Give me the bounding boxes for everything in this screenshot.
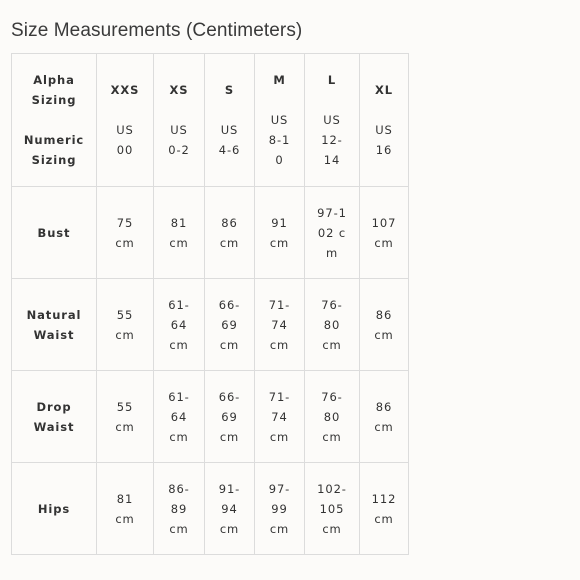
measurement-cell <box>360 371 409 463</box>
measurement-value: 61-64 cm <box>168 297 190 352</box>
header-label-gap <box>16 110 92 130</box>
measurement-cell <box>154 279 205 371</box>
size-header-s <box>205 54 255 187</box>
numeric-size-label: US 8-10 <box>268 113 291 167</box>
numeric-size-label: US 12-14 <box>321 113 343 167</box>
alpha-sizing-label: Alpha Sizing <box>31 73 77 107</box>
size-header-xs <box>154 54 205 187</box>
measurement-cell <box>360 187 409 279</box>
size-header-gap <box>158 100 200 120</box>
measurement-cell <box>97 187 154 279</box>
size-header-gap <box>101 100 149 120</box>
measurement-value: 76-80 cm <box>321 297 343 352</box>
alpha-size-label: S <box>224 83 235 97</box>
alpha-size-label: XS <box>169 83 189 97</box>
measurement-cell <box>305 279 360 371</box>
measurement-row-natural-waist <box>12 279 409 371</box>
alpha-size-label: M <box>273 73 286 87</box>
measurement-cell <box>205 187 255 279</box>
measurement-cell <box>97 463 154 555</box>
size-measurements-table <box>11 53 409 555</box>
measurement-value: 86 cm <box>374 307 394 342</box>
measurement-cell <box>255 371 305 463</box>
measurement-value: 86 cm <box>374 399 394 434</box>
measurement-value: 55 cm <box>115 307 135 342</box>
measurement-cell <box>154 187 205 279</box>
measurement-value: 91 cm <box>269 215 290 250</box>
measurement-value: 66-69 cm <box>218 389 241 444</box>
measurement-value: 81 cm <box>115 491 135 526</box>
measurement-cell <box>154 371 205 463</box>
measurement-value: 55 cm <box>115 399 135 434</box>
header-label-cell <box>12 54 97 187</box>
measurement-cell <box>154 463 205 555</box>
measurement-row-hips <box>12 463 409 555</box>
page-title: Size Measurements (Centimeters) <box>11 20 303 41</box>
measurement-value: 81 cm <box>169 215 189 250</box>
measurement-cell <box>205 463 255 555</box>
measurement-value: 102-105 cm <box>317 481 347 536</box>
measurement-value: 71-74 cm <box>268 297 291 352</box>
alpha-size-label: L <box>327 73 337 87</box>
measurement-cell <box>97 371 154 463</box>
alpha-size-label: XL <box>375 83 393 97</box>
size-header-xl <box>360 54 409 187</box>
measurement-value: 75 cm <box>115 215 135 250</box>
row-label: Hips <box>12 463 97 555</box>
measurement-cell <box>360 463 409 555</box>
measurement-value: 97-99 cm <box>268 481 291 536</box>
numeric-size-label: US 16 <box>375 123 393 157</box>
row-label: Drop Waist <box>12 371 97 463</box>
numeric-size-label: US 00 <box>116 123 134 157</box>
size-header-gap <box>309 90 355 110</box>
size-header-gap <box>364 100 404 120</box>
numeric-sizing-label: Numeric Sizing <box>23 133 85 167</box>
measurement-cell <box>255 187 305 279</box>
measurement-cell <box>360 279 409 371</box>
alpha-size-label: XXS <box>110 83 140 97</box>
header-row <box>12 54 409 187</box>
measurement-cell <box>305 463 360 555</box>
size-header-gap <box>259 90 300 110</box>
measurement-value: 97-102 cm <box>317 205 347 260</box>
measurement-value: 76-80 cm <box>321 389 343 444</box>
measurement-value: 86-89 cm <box>168 481 190 536</box>
measurement-value: 112 cm <box>371 491 397 526</box>
measurement-row-drop-waist <box>12 371 409 463</box>
measurement-value: 66-69 cm <box>218 297 241 352</box>
size-header-xxs <box>97 54 154 187</box>
numeric-size-label: US 0-2 <box>168 123 190 157</box>
measurement-value: 91-94 cm <box>218 481 241 536</box>
measurement-cell <box>305 187 360 279</box>
measurement-cell <box>97 279 154 371</box>
measurement-cell <box>305 371 360 463</box>
row-label: Bust <box>12 187 97 279</box>
row-label: Natural Waist <box>12 279 97 371</box>
numeric-size-label: US 4-6 <box>218 123 241 157</box>
measurement-row-bust <box>12 187 409 279</box>
measurement-value: 61-64 cm <box>168 389 190 444</box>
measurement-cell <box>205 279 255 371</box>
size-header-m <box>255 54 305 187</box>
measurement-cell <box>255 463 305 555</box>
size-header-l <box>305 54 360 187</box>
measurement-value: 107 cm <box>371 215 397 250</box>
measurement-value: 86 cm <box>219 215 240 250</box>
size-header-gap <box>209 100 250 120</box>
measurement-value: 71-74 cm <box>268 389 291 444</box>
measurement-cell <box>255 279 305 371</box>
measurement-cell <box>205 371 255 463</box>
